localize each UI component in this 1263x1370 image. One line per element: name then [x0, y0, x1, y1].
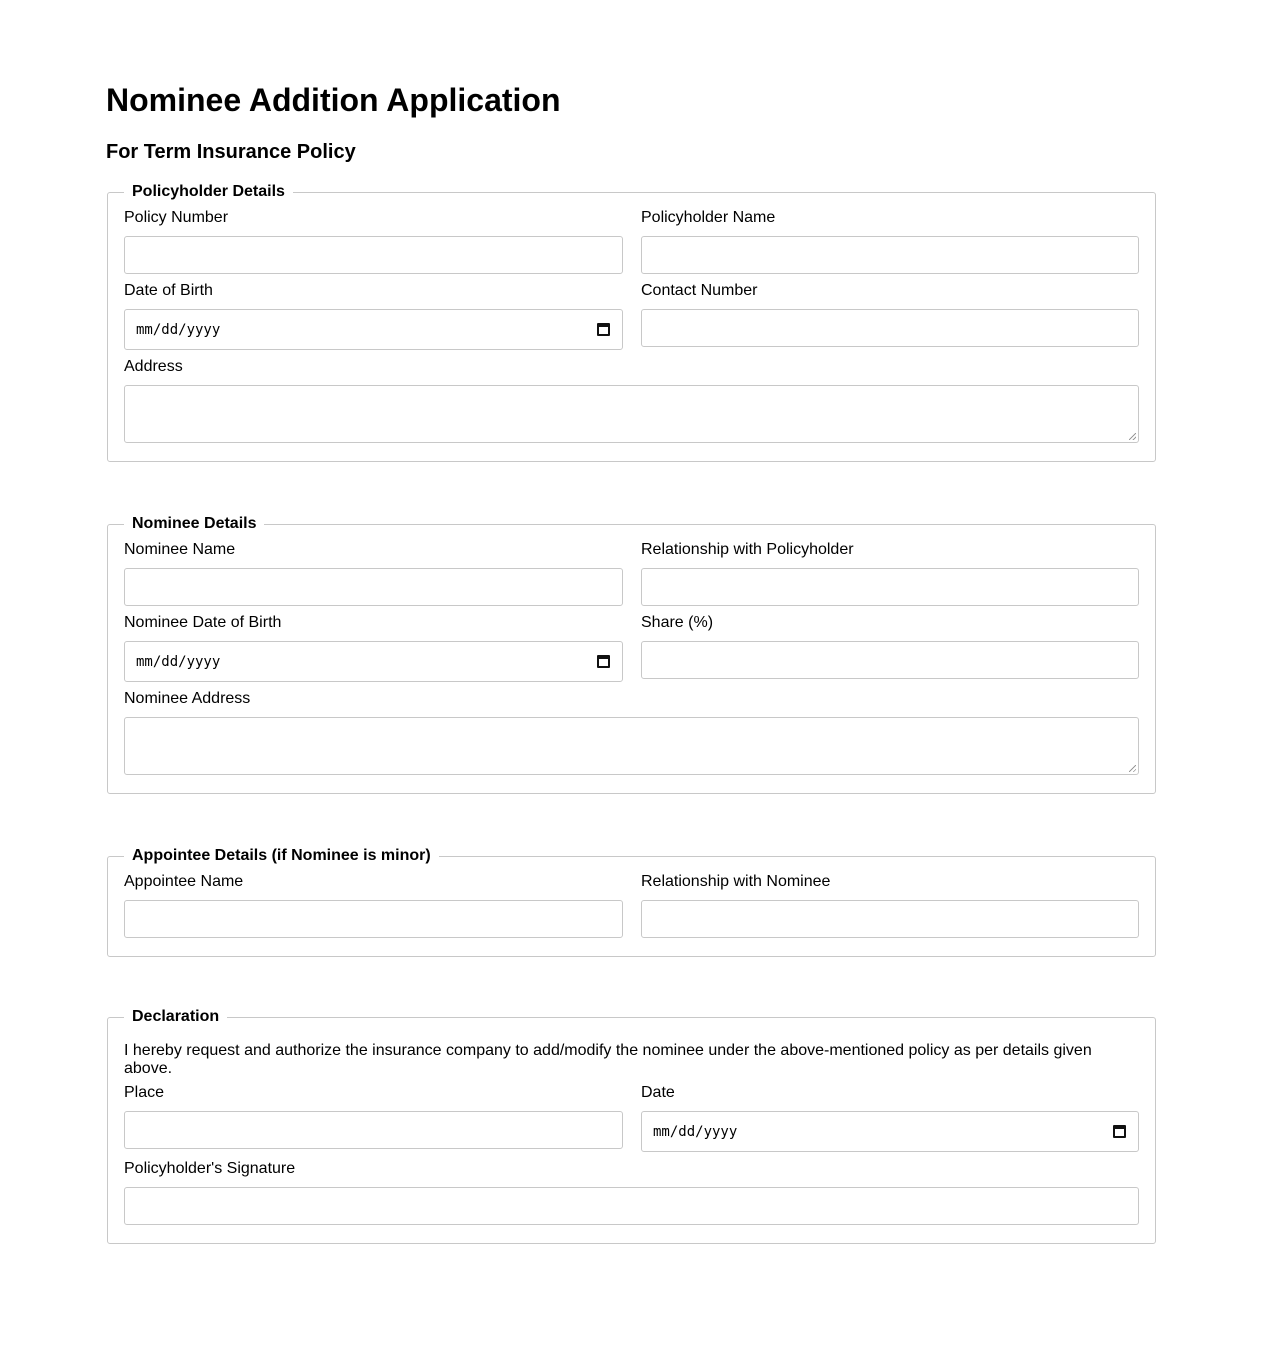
- policy-number-input[interactable]: [124, 236, 623, 274]
- label: Place: [124, 1084, 165, 1101]
- label: Nominee Address: [124, 690, 251, 707]
- place-input[interactable]: [124, 1111, 623, 1149]
- signature-input[interactable]: [124, 1187, 1139, 1225]
- relationship-input[interactable]: [641, 568, 1139, 606]
- appointee-section: [107, 847, 1156, 957]
- page-title: Nominee Addition Application: [106, 82, 561, 118]
- label: Relationship with Nominee: [641, 873, 831, 890]
- section-legend: Policyholder Details: [124, 182, 293, 202]
- declaration-section: [107, 1008, 1156, 1244]
- label: Appointee Name: [124, 873, 244, 890]
- section-legend: Declaration: [124, 1007, 227, 1027]
- policyholder-name-input[interactable]: [641, 236, 1139, 274]
- policyholder-section: [107, 183, 1156, 462]
- label: Share (%): [641, 614, 714, 631]
- calendar-icon[interactable]: [597, 323, 610, 336]
- label: Contact Number: [641, 282, 758, 299]
- declaration-date-input[interactable]: [641, 1111, 1139, 1152]
- calendar-icon[interactable]: [597, 655, 610, 668]
- label: Policyholder Name: [641, 209, 776, 226]
- label: Relationship with Policyholder: [641, 541, 854, 558]
- label: Date: [641, 1084, 675, 1101]
- nominee-dob-date-input[interactable]: [124, 641, 623, 682]
- nominee-name-input[interactable]: [124, 568, 623, 606]
- contact-number-input[interactable]: [641, 309, 1139, 347]
- section-legend: Nominee Details: [124, 514, 264, 534]
- nominee-section: [107, 515, 1156, 794]
- section-legend: Appointee Details (if Nominee is minor): [124, 846, 439, 866]
- label: Nominee Name: [124, 541, 236, 558]
- page-subtitle: For Term Insurance Policy: [106, 141, 356, 163]
- label: Nominee Date of Birth: [124, 614, 282, 631]
- declaration-text: I hereby request and authorize the insurance company to add/modify the nominee under the above-mentioned policy as per details given above.: [124, 1042, 1092, 1077]
- label: Address: [124, 358, 183, 375]
- label: Policy Number: [124, 209, 229, 226]
- dob-date-input[interactable]: [124, 309, 623, 350]
- date-placeholder: mm/dd/yyyy: [653, 1123, 738, 1140]
- date-placeholder: mm/dd/yyyy: [136, 321, 221, 338]
- label: Date of Birth: [124, 282, 213, 299]
- address-textarea[interactable]: [124, 385, 1139, 443]
- label: Policyholder's Signature: [124, 1160, 296, 1177]
- appointee-relationship-input[interactable]: [641, 900, 1139, 938]
- calendar-icon[interactable]: [1113, 1125, 1126, 1138]
- appointee-name-input[interactable]: [124, 900, 623, 938]
- date-placeholder: mm/dd/yyyy: [136, 653, 221, 670]
- share-input[interactable]: [641, 641, 1139, 679]
- nominee-address-textarea[interactable]: [124, 717, 1139, 775]
